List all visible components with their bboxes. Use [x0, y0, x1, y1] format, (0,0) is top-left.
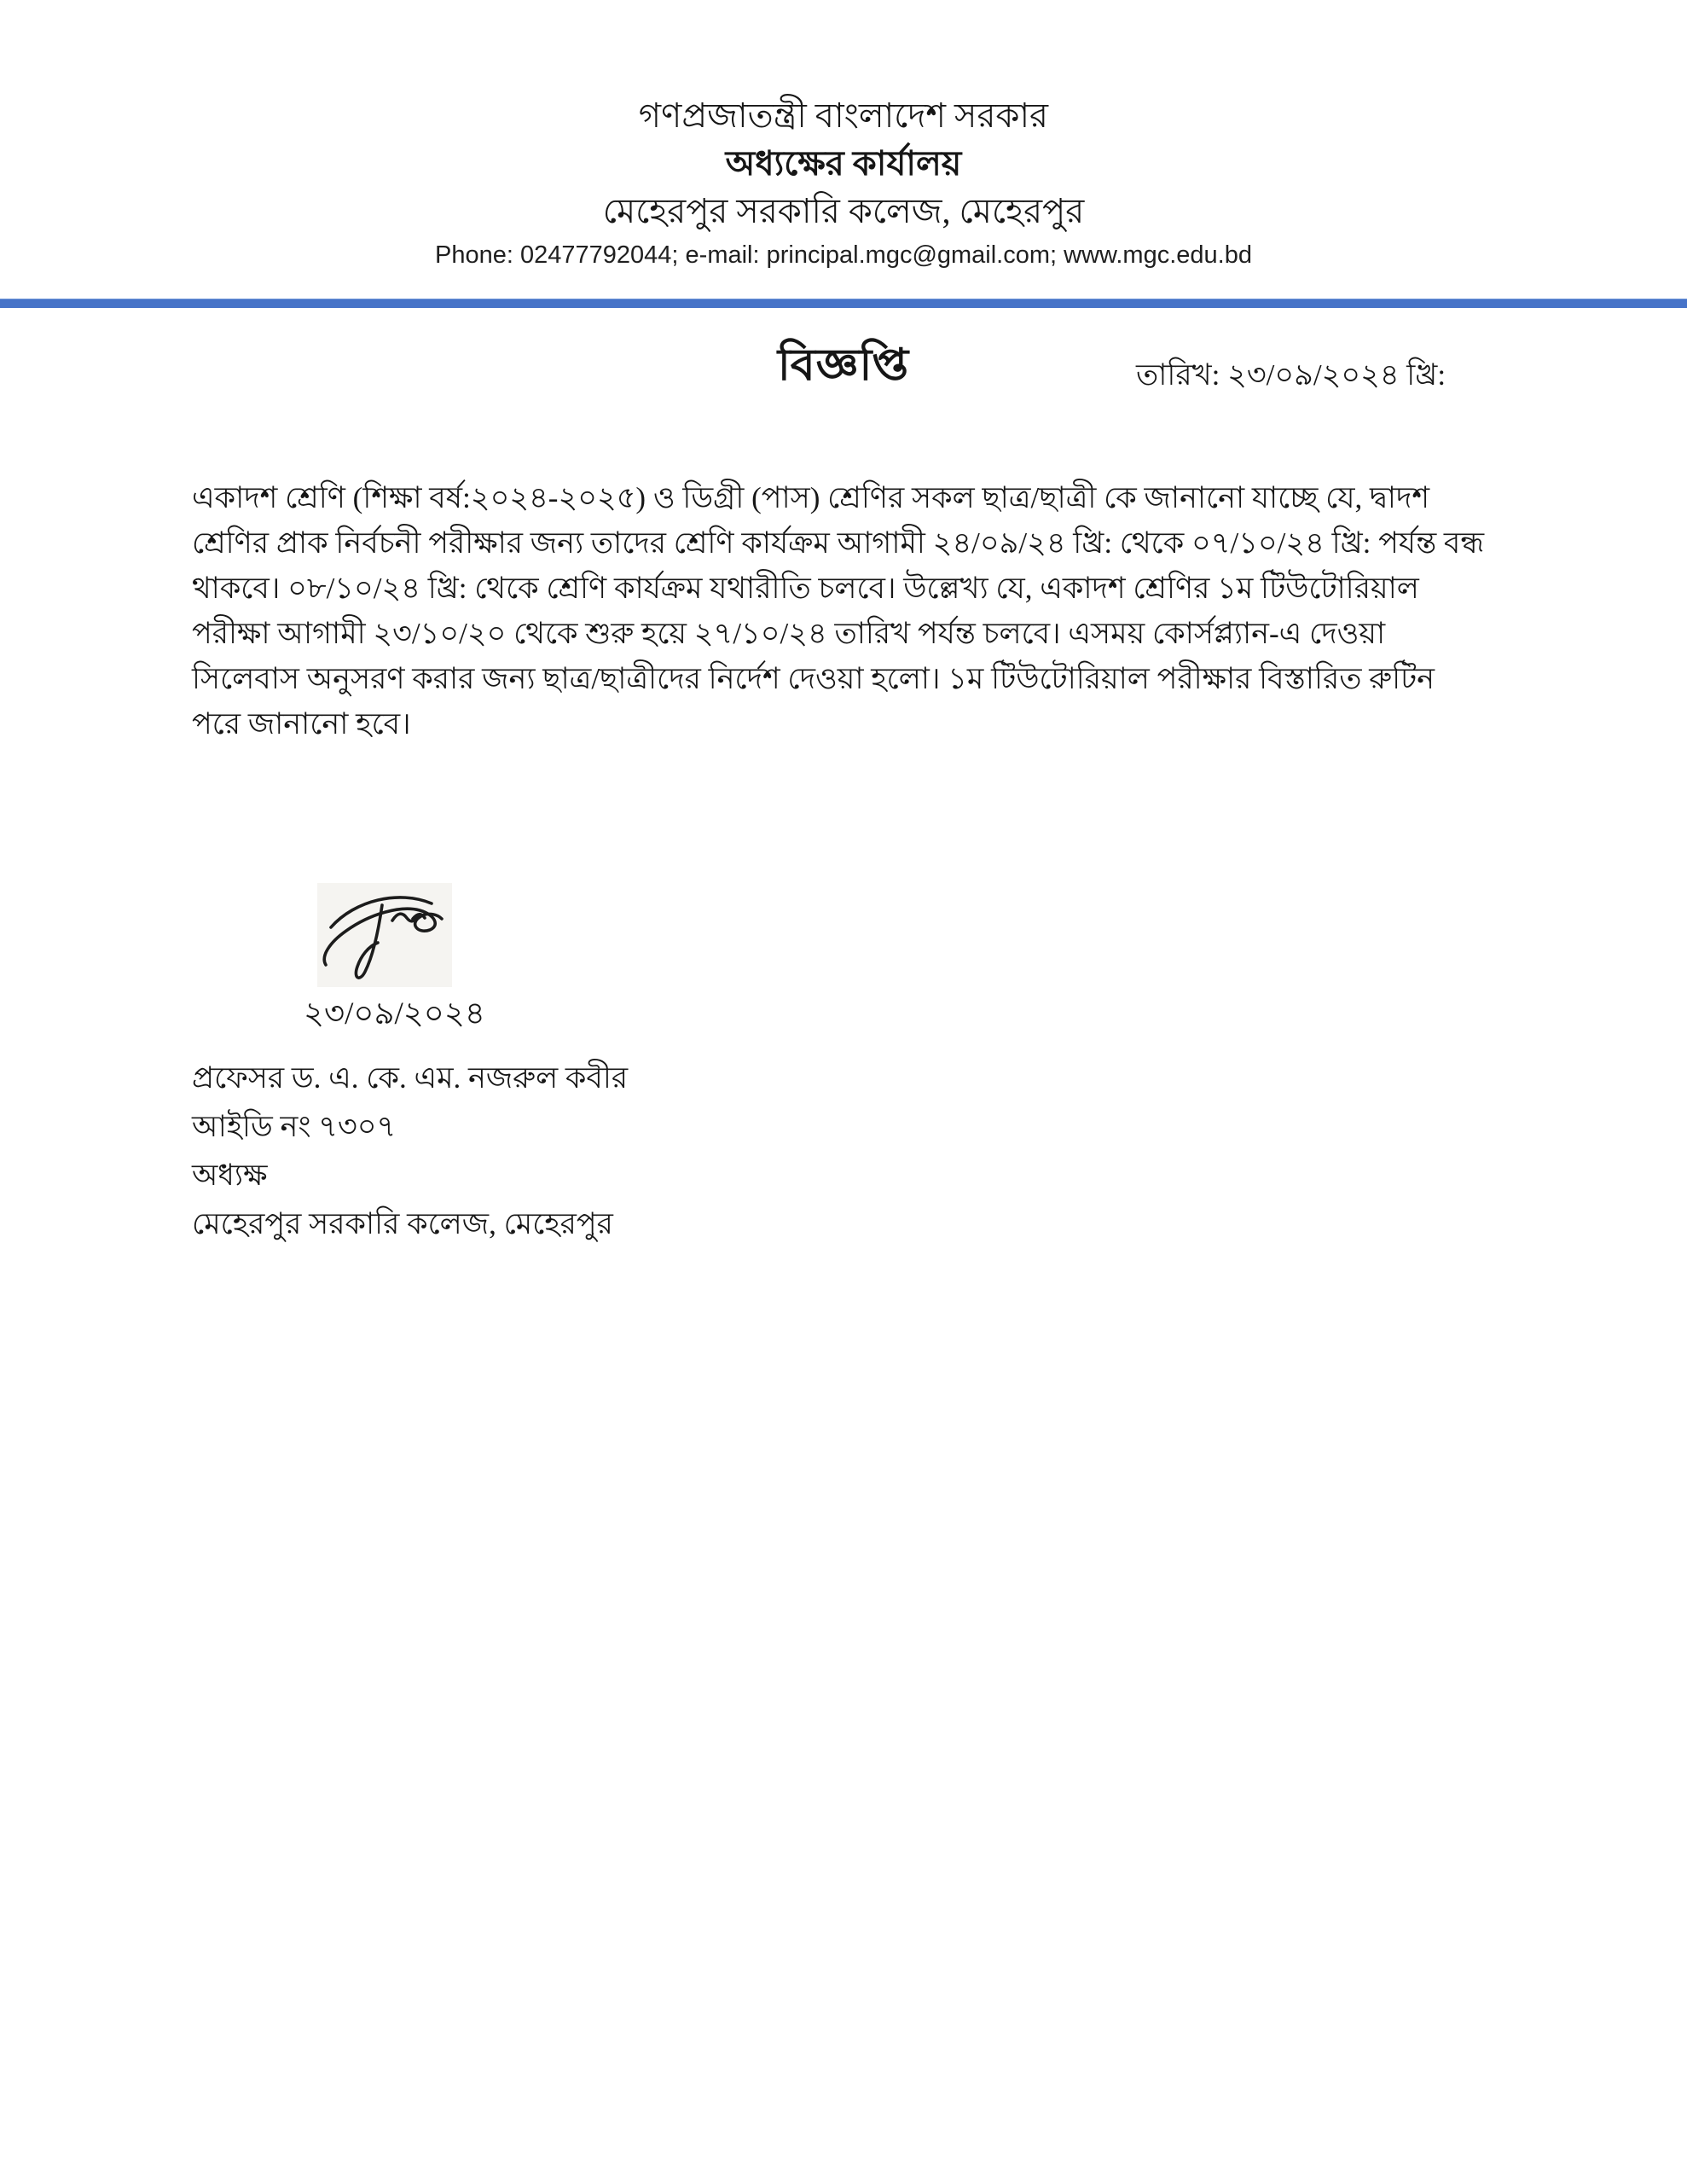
signature-image: [317, 883, 452, 987]
signatory-institution: মেহেরপুর সরকারি কলেজ, মেহেরপুর: [192, 1207, 613, 1240]
contact-info: Phone: 02477792044; e-mail: principal.mgc@gmail.com; www.mgc.edu.bd: [435, 241, 1252, 269]
letterhead: [0, 0, 1687, 271]
body-line: পরে জানানো হবে।: [192, 707, 411, 741]
signature-date: ২৩/০৯/২০২৪: [304, 996, 485, 1031]
letterhead-divider-rule: [0, 299, 1687, 308]
title-row: [0, 334, 1687, 444]
signatory-designation: অধ্যক্ষ: [192, 1159, 268, 1192]
notice-date: তারিখ: ২৩/০৯/২০২৪ খ্রি:: [1136, 358, 1446, 392]
government-name: গণপ্রজাতন্ত্রী বাংলাদেশ সরকার: [638, 96, 1049, 135]
notice-title: বিজ্ঞপ্তি: [777, 341, 910, 390]
signatory-name: প্রফেসর ড. এ. কে. এম. নজরুল কবীর: [192, 1061, 629, 1095]
body-line: পরীক্ষা আগামী ২৩/১০/২০ থেকে শুরু হয়ে ২৭/১০/২৪ তারিখ পর্যন্ত চলবে। এসময় কোর্সপ্ল্যান-এ দেওয়া: [192, 617, 1386, 650]
body-line: সিলেবাস অনুসরণ করার জন্য ছাত্র/ছাত্রীদের নির্দেশ দেওয়া হলো। ১ম টিউটোরিয়াল পরীক্ষার বিস্তারিত রুটিন: [192, 662, 1435, 695]
office-name: অধ্যক্ষের কার্যালয়: [725, 144, 962, 183]
signatory-id: আইডি নং ৭৩০৭: [192, 1110, 397, 1143]
notice-body-paragraph: [192, 475, 1504, 746]
body-line: শ্রেণির প্রাক নির্বচনী পরীক্ষার জন্য তাদের শ্রেণি কার্যক্রম আগামী ২৪/০৯/২৪ খ্রি: থেকে ০৭/১০/২৪ খ্রি: পর্যন্ত বন্ধ: [192, 526, 1485, 560]
institution-name: মেহেরপুর সরকারি কলেজ, মেহেরপুর: [602, 192, 1085, 230]
body-line: একাদশ শ্রেণি (শিক্ষা বর্ষ:২০২৪-২০২৫) ও ডিগ্রী (পাস) শ্রেণির সকল ছাত্র/ছাত্রী কে জানানো যাচ্ছে যে, দ্বাদশ: [192, 481, 1430, 514]
signatory-block: [192, 1054, 1687, 1248]
signature-scribble: [317, 883, 452, 987]
body-line: থাকবে। ০৮/১০/২৪ খ্রি: থেকে শ্রেণি কার্যক্রম যথারীতি চলবে। উল্লেখ্য যে, একাদশ শ্রেণির ১ম টিউটোরিয়াল: [192, 572, 1419, 605]
